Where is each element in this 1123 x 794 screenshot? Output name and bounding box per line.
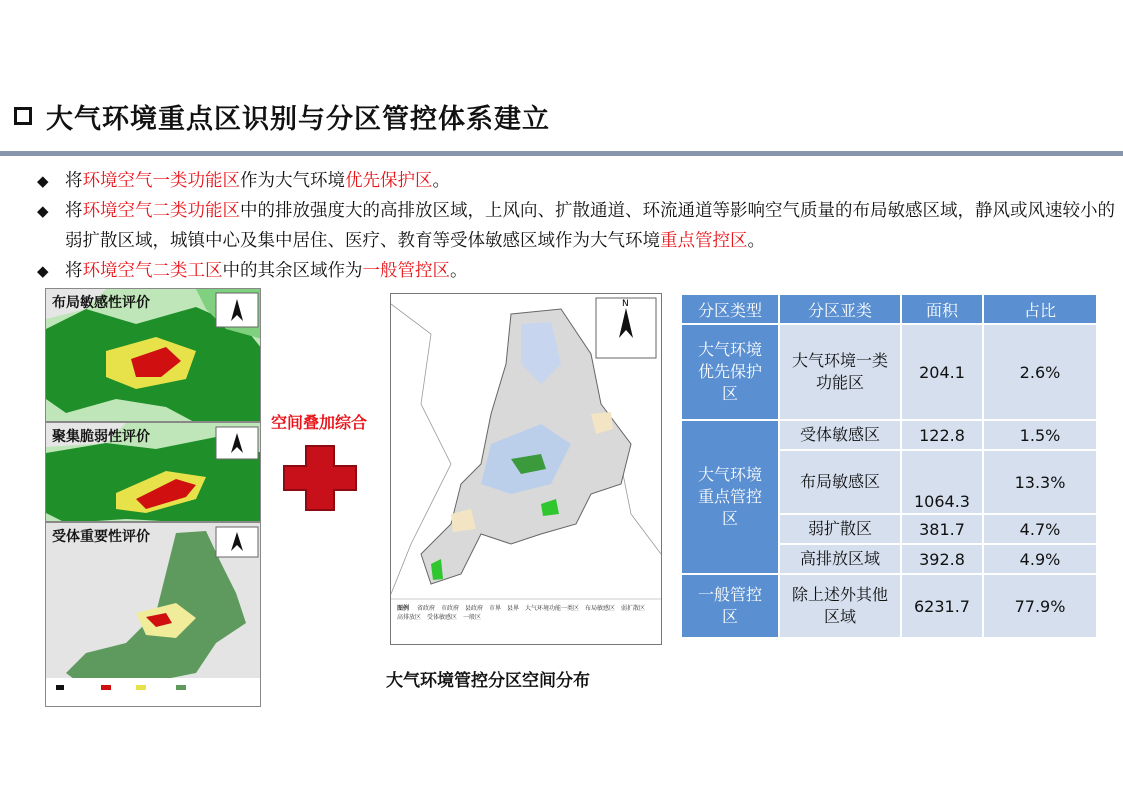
bullet-text: 将 [65, 171, 83, 191]
bullet-text: 。 [450, 261, 468, 281]
area-cell: 392.8 [901, 544, 983, 574]
bullet-list [34, 166, 1119, 286]
plus-cross-icon [282, 444, 358, 512]
share-cell: 2.6% [983, 324, 1097, 420]
zone-subtype-cell: 高排放区域 [779, 544, 901, 574]
receptor-importance-map-panel [45, 522, 261, 707]
share-cell: 1.5% [983, 420, 1097, 450]
area-cell: 1064.3 [901, 450, 983, 514]
bullet-item [34, 256, 1119, 286]
table-header: 分区类型 [681, 294, 779, 324]
bullet-text: 将 [65, 201, 83, 221]
control-zone-map [390, 293, 662, 645]
table-row [681, 574, 1097, 638]
area-cell: 122.8 [901, 420, 983, 450]
area-cell: 204.1 [901, 324, 983, 420]
bullet-text: 。 [747, 231, 765, 251]
zoning-table [680, 293, 1098, 639]
diamond-bullet-icon: ◆ [37, 172, 49, 190]
legend-item: 省政府 [416, 605, 435, 612]
diamond-bullet-icon: ◆ [37, 262, 49, 280]
map-legend [397, 604, 657, 622]
table-row [681, 324, 1097, 420]
zone-subtype-cell: 受体敏感区 [779, 420, 901, 450]
zone-subtype-cell: 除上述外其他区域 [779, 574, 901, 638]
legend-item: 市界 [488, 605, 501, 612]
highlight-text: 环境空气一类功能区 [82, 171, 240, 191]
bullet-text: 中的其余区域作为 [222, 261, 363, 281]
legend-item: 市政府 [440, 605, 459, 612]
highlight-text: 环境空气二类工区 [82, 261, 223, 281]
control-zone-map-graphic [391, 294, 661, 644]
map-caption: 大气环境管控分区空间分布 [386, 671, 590, 691]
slide-title-text: 大气环境重点区识别与分区管控体系建立 [46, 103, 550, 135]
panel-label: 布局敏感性评价 [52, 295, 150, 311]
diamond-bullet-icon: ◆ [37, 202, 49, 220]
title-divider [0, 151, 1123, 156]
zone-type-cell: 一般管控区 [681, 574, 779, 638]
bullet-text: 作为大气环境 [240, 171, 345, 191]
highlight-text: 重点管控区 [660, 231, 748, 251]
legend-item: 受体敏感区 [427, 614, 458, 621]
zone-subtype-cell: 大气环境一类功能区 [779, 324, 901, 420]
zone-type-cell: 大气环境优先保护区 [681, 324, 779, 420]
legend-item: 大气环境功能一类区 [525, 605, 580, 612]
legend-item: 一般区 [463, 614, 482, 621]
overlay-label: 空间叠加综合 [271, 413, 368, 432]
bullet-text: 。 [432, 171, 450, 191]
legend-item: 弱扩散区 [621, 605, 646, 612]
bullet-text: 中的排放强度大的高排放区域，上风向、扩散通道、环流通道等影响空气质量的布局敏感区域，静风或风速较小的弱扩散区域，城镇中心及集中居住、医疗、教育等受体敏感区域作为大气环境 [65, 201, 1115, 251]
share-cell: 4.9% [983, 544, 1097, 574]
table-header: 占比 [983, 294, 1097, 324]
zone-subtype-cell: 弱扩散区 [779, 514, 901, 544]
legend-title: 图例 [397, 605, 410, 612]
legend-item: 县界 [507, 605, 520, 612]
highlight-text: 一般管控区 [362, 261, 450, 281]
bullet-text: 将 [65, 261, 83, 281]
share-cell: 77.9% [983, 574, 1097, 638]
panel-label: 受体重要性评价 [52, 529, 150, 545]
zone-subtype-cell: 布局敏感区 [779, 450, 901, 514]
share-cell: 4.7% [983, 514, 1097, 544]
table-header: 面积 [901, 294, 983, 324]
table-row [681, 420, 1097, 450]
bullet-item [34, 166, 1119, 196]
cluster-vulnerability-map-panel [45, 422, 261, 522]
legend-item: 布局敏感区 [585, 605, 616, 612]
share-cell: 13.3% [983, 450, 1097, 514]
checkbox-square-icon [14, 107, 32, 125]
layout-sensitivity-map-panel [45, 288, 261, 422]
highlight-text: 环境空气二类功能区 [82, 201, 240, 221]
legend-item: 高排放区 [397, 614, 422, 621]
bullet-item [34, 196, 1119, 256]
slide-title [14, 96, 550, 136]
highlight-text: 优先保护区 [345, 171, 433, 191]
receptor-importance-map [46, 523, 261, 707]
table-header: 分区亚类 [779, 294, 901, 324]
panel-label: 聚集脆弱性评价 [52, 429, 150, 445]
zone-type-cell: 大气环境重点管控区 [681, 420, 779, 574]
area-cell: 6231.7 [901, 574, 983, 638]
svg-text:N: N [622, 299, 629, 309]
legend-item: 县政府 [464, 605, 483, 612]
area-cell: 381.7 [901, 514, 983, 544]
